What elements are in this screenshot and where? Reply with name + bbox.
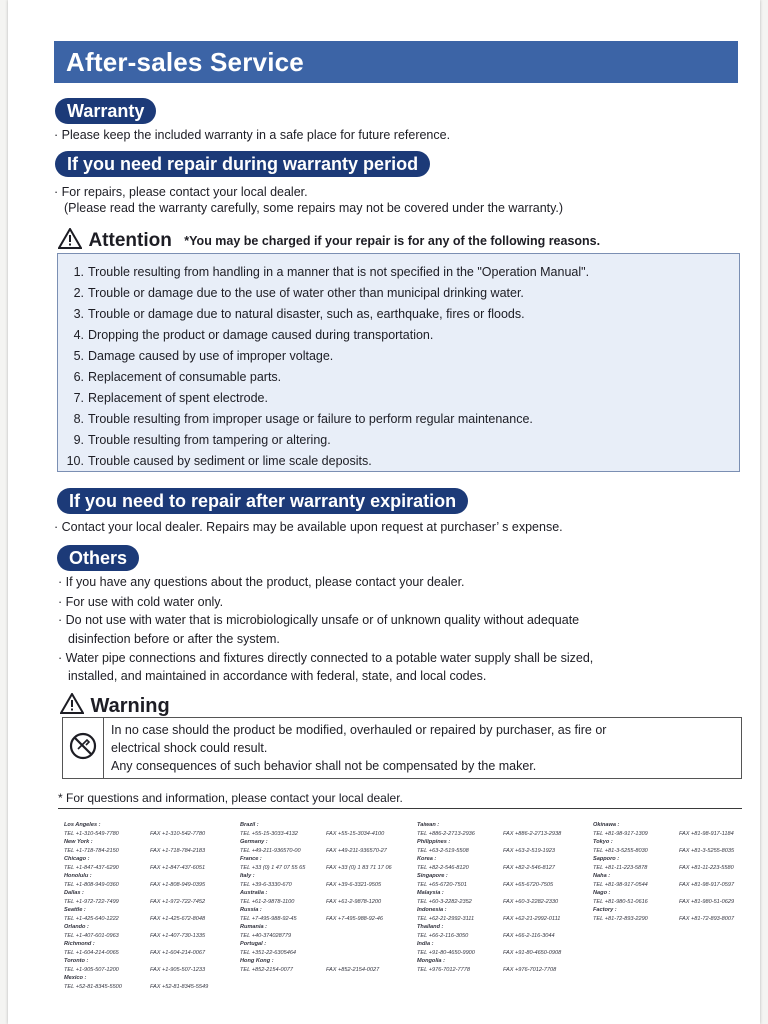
contact-numbers xyxy=(593,830,764,839)
contact-fax: FAX +1-718-784-2183 xyxy=(150,847,206,854)
contact-tel: TEL +81-98-917-0544 xyxy=(593,881,648,888)
warning-title: Warning xyxy=(90,694,170,717)
contact-tel: TEL +91-80-4650-9900 xyxy=(417,949,475,956)
contact-numbers xyxy=(64,983,240,992)
attention-title: Attention xyxy=(88,230,172,251)
contact-fax: FAX +65-6720-7505 xyxy=(503,881,554,888)
questions-note: * For questions and information, please contact your local dealer. xyxy=(58,791,403,805)
contact-tel: TEL +1-718-784-2150 xyxy=(64,847,119,854)
contact-column xyxy=(64,821,240,991)
contact-numbers xyxy=(64,966,240,975)
contact-tel: TEL +81-3-5255-8030 xyxy=(593,847,648,854)
contact-fax: FAX +91-80-4650-0908 xyxy=(503,949,562,956)
contact-fax: FAX +60-3-2282-2330 xyxy=(503,898,559,905)
contact-tel: TEL +1-425-640-1222 xyxy=(64,915,119,922)
contact-location: Singapore : xyxy=(417,873,448,879)
contact-location: Australia : xyxy=(240,890,268,896)
contact-tel: TEL +62-21-2992-3111 xyxy=(417,915,475,922)
contact-numbers xyxy=(240,966,416,975)
warning-line: electrical shock could result. xyxy=(111,741,268,755)
contact-location: Germany : xyxy=(240,839,268,845)
contact-fax: FAX +66-2-116-3044 xyxy=(503,932,555,939)
contact-numbers xyxy=(240,949,416,958)
warning-header xyxy=(60,693,170,719)
contact-location: France : xyxy=(240,856,262,862)
contact-fax: FAX +976-7012-7708 xyxy=(503,966,557,973)
contact-numbers xyxy=(417,847,593,856)
contact-location: Naha : xyxy=(593,873,611,879)
contact-location: Nago : xyxy=(593,890,611,896)
contact-tel: TEL +52-81-8345-5500 xyxy=(64,983,122,990)
contact-location: Seattle : xyxy=(64,907,86,913)
contact-location: Korea : xyxy=(417,856,437,862)
contact-numbers xyxy=(64,864,240,873)
contact-fax: FAX +81-11-223-5580 xyxy=(679,864,734,871)
list-item: 6. Replacement of consumable parts. xyxy=(73,370,282,384)
contact-tel: TEL +976-7012-7778 xyxy=(417,966,470,973)
others-line: · Do not use with water that is microbiologically unsafe or of unknown quality without adequate xyxy=(58,613,580,627)
contact-location: Mongolia : xyxy=(417,958,445,964)
list-item: 9. Trouble resulting from tampering or altering. xyxy=(73,433,331,447)
contact-location: Philippines : xyxy=(417,839,451,845)
list-item: 8. Trouble resulting from improper usage or failure to perform regular maintenance. xyxy=(73,412,533,426)
contact-numbers xyxy=(64,830,240,839)
contact-numbers xyxy=(417,932,593,941)
contact-fax: FAX +1-407-730-1335 xyxy=(150,932,206,939)
contact-tel: TEL +81-72-893-2290 xyxy=(593,915,648,922)
contact-numbers xyxy=(240,898,416,907)
contact-tel: TEL +40-374028779 xyxy=(240,932,292,939)
contact-tel: TEL +82-2-546-8120 xyxy=(417,864,469,871)
contact-tel: TEL +1-972-722-7499 xyxy=(64,898,119,905)
contact-location: New York : xyxy=(64,839,93,845)
contact-tel: TEL +81-11-223-5878 xyxy=(593,864,648,871)
caution-triangle-icon xyxy=(58,228,82,254)
divider xyxy=(58,808,742,809)
during-warranty-line-2: (Please read the warranty carefully, some repairs may not be covered under the warranty.) xyxy=(64,201,564,215)
others-line: · If you have any questions about the product, please contact your dealer. xyxy=(58,575,465,589)
list-item: 1. Trouble resulting from handling in a manner that is not specified in the "Operation Manual". xyxy=(73,265,590,279)
contact-numbers xyxy=(240,881,416,890)
others-line: · For use with cold water only. xyxy=(58,595,224,609)
contact-fax: FAX +81-98-917-0597 xyxy=(679,881,735,888)
contact-numbers xyxy=(417,898,593,907)
contact-numbers xyxy=(417,830,593,839)
contact-location: Toronto : xyxy=(64,958,89,964)
contact-numbers xyxy=(64,915,240,924)
contact-location: Portugal : xyxy=(240,941,267,947)
contact-column xyxy=(593,821,764,923)
contact-location: Thailand : xyxy=(417,924,444,930)
contact-fax: FAX +1-808-949-0395 xyxy=(150,881,206,888)
contact-numbers xyxy=(417,949,593,958)
others-heading: Others xyxy=(57,545,139,571)
contact-tel: TEL +81-98-917-1309 xyxy=(593,830,648,837)
warning-box xyxy=(62,717,742,779)
contact-location: Indonesia : xyxy=(417,907,447,913)
contact-location: Chicago : xyxy=(64,856,90,862)
contact-numbers xyxy=(240,915,416,924)
contact-fax: FAX +81-3-5255-8035 xyxy=(679,847,735,854)
contact-tel: TEL +1-847-437-6290 xyxy=(64,864,119,871)
contact-location: Richmond : xyxy=(64,941,95,947)
contact-tel: TEL +1-808-949-0360 xyxy=(64,881,119,888)
contact-numbers xyxy=(593,898,764,907)
contact-location: India : xyxy=(417,941,434,947)
contact-fax: FAX +33 (0) 1 83 71 17 06 xyxy=(326,864,392,871)
contact-fax: FAX +852-2154-0027 xyxy=(326,966,380,973)
contact-tel: TEL +351-22-6305464 xyxy=(240,949,297,956)
warning-line: In no case should the product be modified, overhauled or repaired by purchaser, as fire or xyxy=(111,723,607,737)
contact-tel: TEL +81-980-51-0616 xyxy=(593,898,648,905)
contact-location: Dallas : xyxy=(64,890,84,896)
contact-fax: FAX +82-2-546-8127 xyxy=(503,864,555,871)
contact-tel: TEL +63-2-519-5508 xyxy=(417,847,469,854)
list-item: 2. Trouble or damage due to the use of water other than municipal drinking water. xyxy=(73,286,524,300)
contact-numbers xyxy=(593,915,764,924)
contact-location: Tokyo : xyxy=(593,839,613,845)
contact-tel: TEL +49-211-936570-00 xyxy=(240,847,301,854)
contact-fax: FAX +81-980-51-0629 xyxy=(679,898,735,905)
contact-tel: TEL +852-2154-0077 xyxy=(240,966,293,973)
contact-fax: FAX +886-2-2713-2938 xyxy=(503,830,562,837)
contact-fax: FAX +1-604-214-0067 xyxy=(150,949,206,956)
contact-numbers xyxy=(64,898,240,907)
contact-numbers xyxy=(417,966,593,975)
contact-tel: TEL +33 (0) 1 47 07 55 65 xyxy=(240,864,306,871)
contact-location: Mexico : xyxy=(64,975,87,981)
contact-fax: FAX +52-81-8345-5549 xyxy=(150,983,209,990)
contact-numbers xyxy=(240,830,416,839)
contact-location: Hong Kong : xyxy=(240,958,274,964)
warranty-heading: Warranty xyxy=(55,98,156,124)
contact-fax: FAX +1-905-507-1233 xyxy=(150,966,206,973)
contact-fax: FAX +63-2-519-1923 xyxy=(503,847,555,854)
contact-tel: TEL +886-2-2713-2936 xyxy=(417,830,475,837)
charge-reasons-box xyxy=(57,253,740,472)
contact-fax: FAX +49-211-936570-27 xyxy=(326,847,387,854)
contact-tel: TEL +1-604-214-0065 xyxy=(64,949,119,956)
contact-tel: TEL +55-15-3033-4132 xyxy=(240,830,298,837)
contact-directory xyxy=(64,817,764,1024)
contact-numbers xyxy=(240,932,416,941)
contact-numbers xyxy=(64,881,240,890)
contact-tel: TEL +66-2-116-3050 xyxy=(417,932,469,939)
contact-column xyxy=(240,821,416,974)
contact-numbers xyxy=(240,847,416,856)
contact-column xyxy=(417,821,593,974)
contact-numbers xyxy=(64,932,240,941)
contact-location: Sapporo : xyxy=(593,856,620,862)
during-warranty-heading: If you need repair during warranty period xyxy=(55,151,430,177)
contact-tel: TEL +7-495-988-92-45 xyxy=(240,915,297,922)
warning-line: Any consequences of such behavior shall not be compensated by the maker. xyxy=(111,759,537,773)
list-item: 4. Dropping the product or damage caused during transportation. xyxy=(73,328,434,342)
contact-tel: TEL +1-310-549-7780 xyxy=(64,830,119,837)
contact-fax: FAX +1-972-722-7452 xyxy=(150,898,206,905)
list-item: 3. Trouble or damage due to natural disaster, such as, earthquake, fires or floods. xyxy=(73,307,525,321)
contact-fax: FAX +1-847-437-6051 xyxy=(150,864,206,871)
contact-numbers xyxy=(593,864,764,873)
contact-fax: FAX +7-495-988-92-46 xyxy=(326,915,383,922)
contact-location: Russia : xyxy=(240,907,262,913)
contact-numbers xyxy=(417,881,593,890)
contact-numbers xyxy=(64,847,240,856)
during-warranty-line-1: · For repairs, please contact your local dealer. xyxy=(54,185,308,199)
contact-fax: FAX +62-21-2992-0111 xyxy=(503,915,561,922)
contact-location: Italy : xyxy=(240,873,255,879)
contact-tel: TEL +60-3-2282-2352 xyxy=(417,898,472,905)
warning-triangle-icon xyxy=(60,693,84,719)
contact-location: Orlando : xyxy=(64,924,89,930)
others-line: · Water pipe connections and fixtures directly connected to a potable water supply shall be sized, xyxy=(58,651,594,665)
others-line: installed, and maintained in accordance with federal, state, and local codes. xyxy=(68,669,487,683)
contact-fax: FAX +1-425-672-8048 xyxy=(150,915,206,922)
contact-fax: FAX +55-15-3034-4100 xyxy=(326,830,385,837)
attention-header xyxy=(58,228,600,254)
contact-numbers xyxy=(593,881,764,890)
contact-location: Los Angeles : xyxy=(64,822,101,828)
contact-fax: FAX +81-98-917-1184 xyxy=(679,830,734,837)
others-line: disinfection before or after the system. xyxy=(68,632,280,646)
page-title: After-sales Service xyxy=(54,41,738,83)
no-disassembly-icon xyxy=(63,718,104,778)
contact-numbers xyxy=(64,949,240,958)
list-item: 5. Damage caused by use of improper voltage. xyxy=(73,349,334,363)
list-item: 10. Trouble caused by sediment or lime scale deposits. xyxy=(66,454,372,468)
contact-numbers xyxy=(417,915,593,924)
list-item: 7. Replacement of spent electrode. xyxy=(73,391,268,405)
after-warranty-line: · Contact your local dealer. Repairs may be available upon request at purchaser’ s expense. xyxy=(54,520,563,534)
contact-location: Malaysia : xyxy=(417,890,444,896)
contact-fax: FAX +39-6-3321-9505 xyxy=(326,881,382,888)
contact-tel: TEL +39-6-3330-670 xyxy=(240,881,292,888)
contact-location: Taiwan : xyxy=(417,822,440,828)
contact-location: Honolulu : xyxy=(64,873,92,879)
contact-tel: TEL +1-407-601-0963 xyxy=(64,932,119,939)
contact-numbers xyxy=(240,864,416,873)
contact-location: Brazil : xyxy=(240,822,259,828)
contact-tel: TEL +1-905-507-1200 xyxy=(64,966,119,973)
contact-numbers xyxy=(417,864,593,873)
contact-location: Factory : xyxy=(593,907,617,913)
contact-location: Rumania : xyxy=(240,924,268,930)
contact-location: Okinawa : xyxy=(593,822,620,828)
contact-fax: FAX +1-310-542-7780 xyxy=(150,830,206,837)
after-warranty-heading: If you need to repair after warranty expiration xyxy=(57,488,468,514)
warning-text xyxy=(111,721,606,775)
warranty-note: · Please keep the included warranty in a safe place for future reference. xyxy=(54,128,451,142)
contact-numbers xyxy=(593,847,764,856)
contact-tel: TEL +65-6720-7501 xyxy=(417,881,467,888)
attention-note: *You may be charged if your repair is for any of the following reasons. xyxy=(184,234,601,248)
contact-fax: FAX +61-2-9878-1200 xyxy=(326,898,382,905)
contact-tel: TEL +61-2-9878-1100 xyxy=(240,898,295,905)
contact-fax: FAX +81-72-893-8007 xyxy=(679,915,735,922)
